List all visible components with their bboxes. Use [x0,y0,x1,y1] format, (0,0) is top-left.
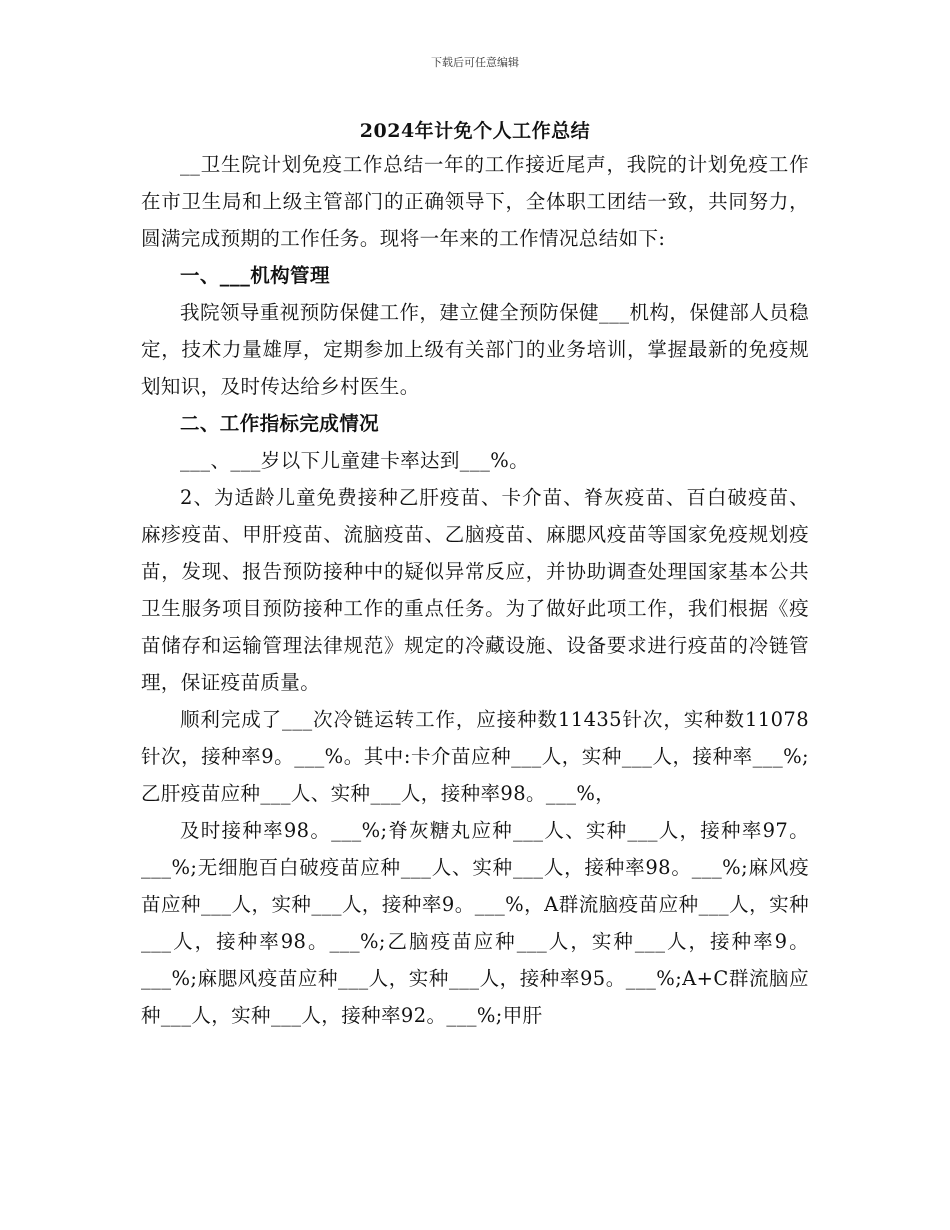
section-heading-institution: 一、___机构管理 [180,264,330,287]
section-heading-indicators: 二、工作指标完成情况 [180,412,380,435]
indicator-item-2: 2、为适龄儿童免费接种乙肝疫苗、卡介苗、脊灰疫苗、百白破疫苗、麻疹疫苗、甲肝疫苗、流脑疫苗、乙脑疫苗、麻腮风疫苗等国家免疫规划疫苗，发现、报告预防接种中的疑似异常反应，并协助调查处理国家基本公共卫生服务项目预防接种工作的重点任务。为了做好此项工作，我们根据《疫苗储存和运输管理法律规范》规定的冷藏设施、设备要求进行疫苗的冷链管理，保证疫苗质量。 [141,486,809,694]
cold-chain-paragraph: 顺利完成了___次冷链运转工作，应接种数11435针次，实种数11078针次，接种率9。___%。其中:卡介苗应种___人，实种___人，接种率___%;乙肝疫苗应种___人、实种___人，接种率98。___%， [141,708,809,805]
institution-paragraph: 我院领导重视预防保健工作，建立健全预防保健___机构，保健部人员稳定，技术力量雄厚，定期参加上级有关部门的业务培训，掌握最新的免疫规划知识，及时传达给乡村医生。 [141,301,809,398]
indicator-item-1: ___、___岁以下儿童建卡率达到___%。 [180,449,530,472]
intro-paragraph: __卫生院计划免疫工作总结一年的工作接近尾声，我院的计划免疫工作在市卫生局和上级主管部门的正确领导下，全体职工团结一致，共同努力，圆满完成预期的工作任务。现将一年来的工作情况总结如下: [141,153,809,250]
document-body [141,146,809,1034]
vaccination-rates-paragraph: 及时接种率98。___%;脊灰糖丸应种___人、实种___人，接种率97。___%;无细胞百白破疫苗应种___人、实种___人，接种率98。___%;麻风疫苗应种___人，实种___人，接种率9。___%，A群流脑疫苗应种___人，实种___人，接种率98。___%;乙脑疫苗应种___人，实种___人，接种率9。___%;麻腮风疫苗应种___人，实种___人，接种率95。___%;A+C群流脑应种___人，实种___人，接种率92。___%;甲肝 [141,819,809,1027]
header-note: 下载后可任意编辑 [431,56,519,69]
document-title: 2024年计免个人工作总结 [359,120,591,142]
